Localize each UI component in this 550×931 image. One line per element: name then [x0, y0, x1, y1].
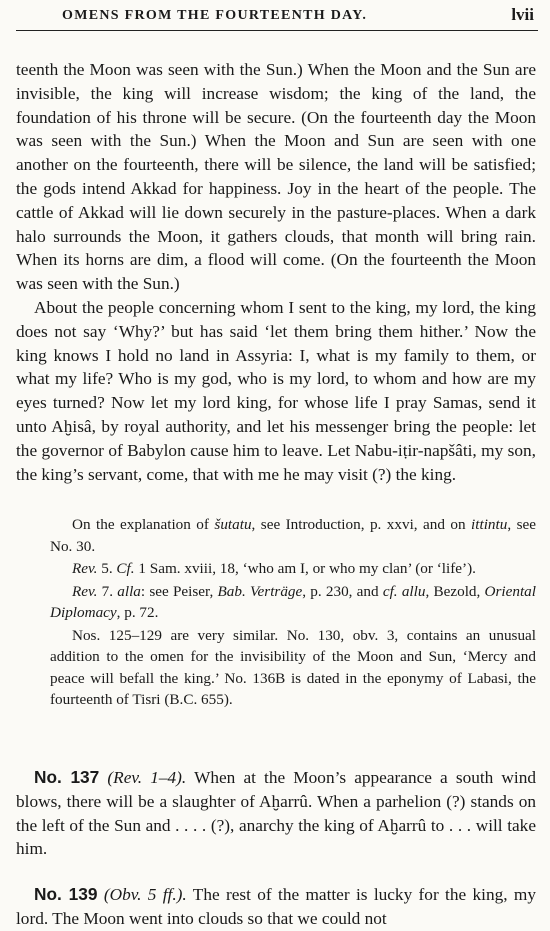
entry-text: When at the Moon’s appearance a south wind blows, there will be a slaughter of Aḫarrû. When a parhelion (?) stands on the left of the Sun and . . . . (?), anarchy the king of Aḫarrû to . . . will take him.: [16, 768, 536, 859]
page-number: lvii: [511, 5, 534, 24]
note: On the explanation of šutatu, see Introduction, p. xxvi, and on ittintu, see No. 30.: [50, 516, 536, 555]
running-head: OMENS FROM THE FOURTEENTH DAY.: [62, 8, 368, 23]
entry-label: No. 139: [34, 884, 98, 904]
entry-label: No. 137: [34, 767, 100, 787]
paragraph: About the people concerning whom I sent to the king, my lord, the king does not say ‘Why?’ but has said ‘let them bring them hither.’ Now the king knows I hold no land in Assyria: I, what is my family to them, or what my life? Who is my god, who is my lord, to whom and how are my eyes turned? Now let my lord king, for whose life I pray Samas, send it unto Aḫisâ, by royal authority, and let his messenger bring the people: let the governor of Babylon cause him to leave. Let Nabu-iṭir-napšâti, my son, the king’s servant, come, that with me he may visit (?) the king.: [16, 297, 536, 484]
page-header: [16, 4, 538, 31]
entry-reference: (Obv. 5 ff.).: [103, 885, 187, 904]
entry-no-139: [16, 883, 536, 931]
entry-reference: (Rev. 1–4).: [107, 768, 187, 787]
commentary-notes: [50, 514, 536, 711]
note: Nos. 125–129 are very similar. No. 130, obv. 3, contains an unusual addition to the omen for the invisibility of the Moon and Sun, ‘Mercy and peace will befall the king.’ No. 136B is dated in the eponymy of Labasi, the fourteenth of Tisri (B.C. 655).: [50, 626, 536, 708]
entry-no-137: [16, 766, 536, 861]
note: Rev. 5. Cf. 1 Sam. xviii, 18, ‘who am I, or who my clan’ (or ‘life’).: [72, 560, 476, 577]
entry-text: The rest of the matter is lucky for the king, my lord. The Moon went into clouds so that we could not: [16, 885, 536, 928]
main-text: [16, 58, 536, 486]
note: Rev. 7. alla: see Peiser, Bab. Verträge, p. 230, and cf. allu, Bezold, Oriental Diplomacy, p. 72.: [50, 582, 536, 621]
paragraph: teenth the Moon was seen with the Sun.) When the Moon and the Sun are invisible, the king will increase wisdom; the king of the land, the foundation of his throne will be secure. (On the fourteenth day the Moon was seen with the Sun.) When the Moon and Sun are seen with one another on the fourteenth, there will be silence, the land will be satisfied; the gods intend Akkad for happiness. Joy in the heart of the people. The cattle of Akkad will lie down securely in the pasture-places. When a dark halo surrounds the Moon, it gathers clouds, that month will bring rain. When its horns are dim, a flood will come. (On the fourteenth the Moon was seen with the Sun.): [16, 60, 536, 294]
